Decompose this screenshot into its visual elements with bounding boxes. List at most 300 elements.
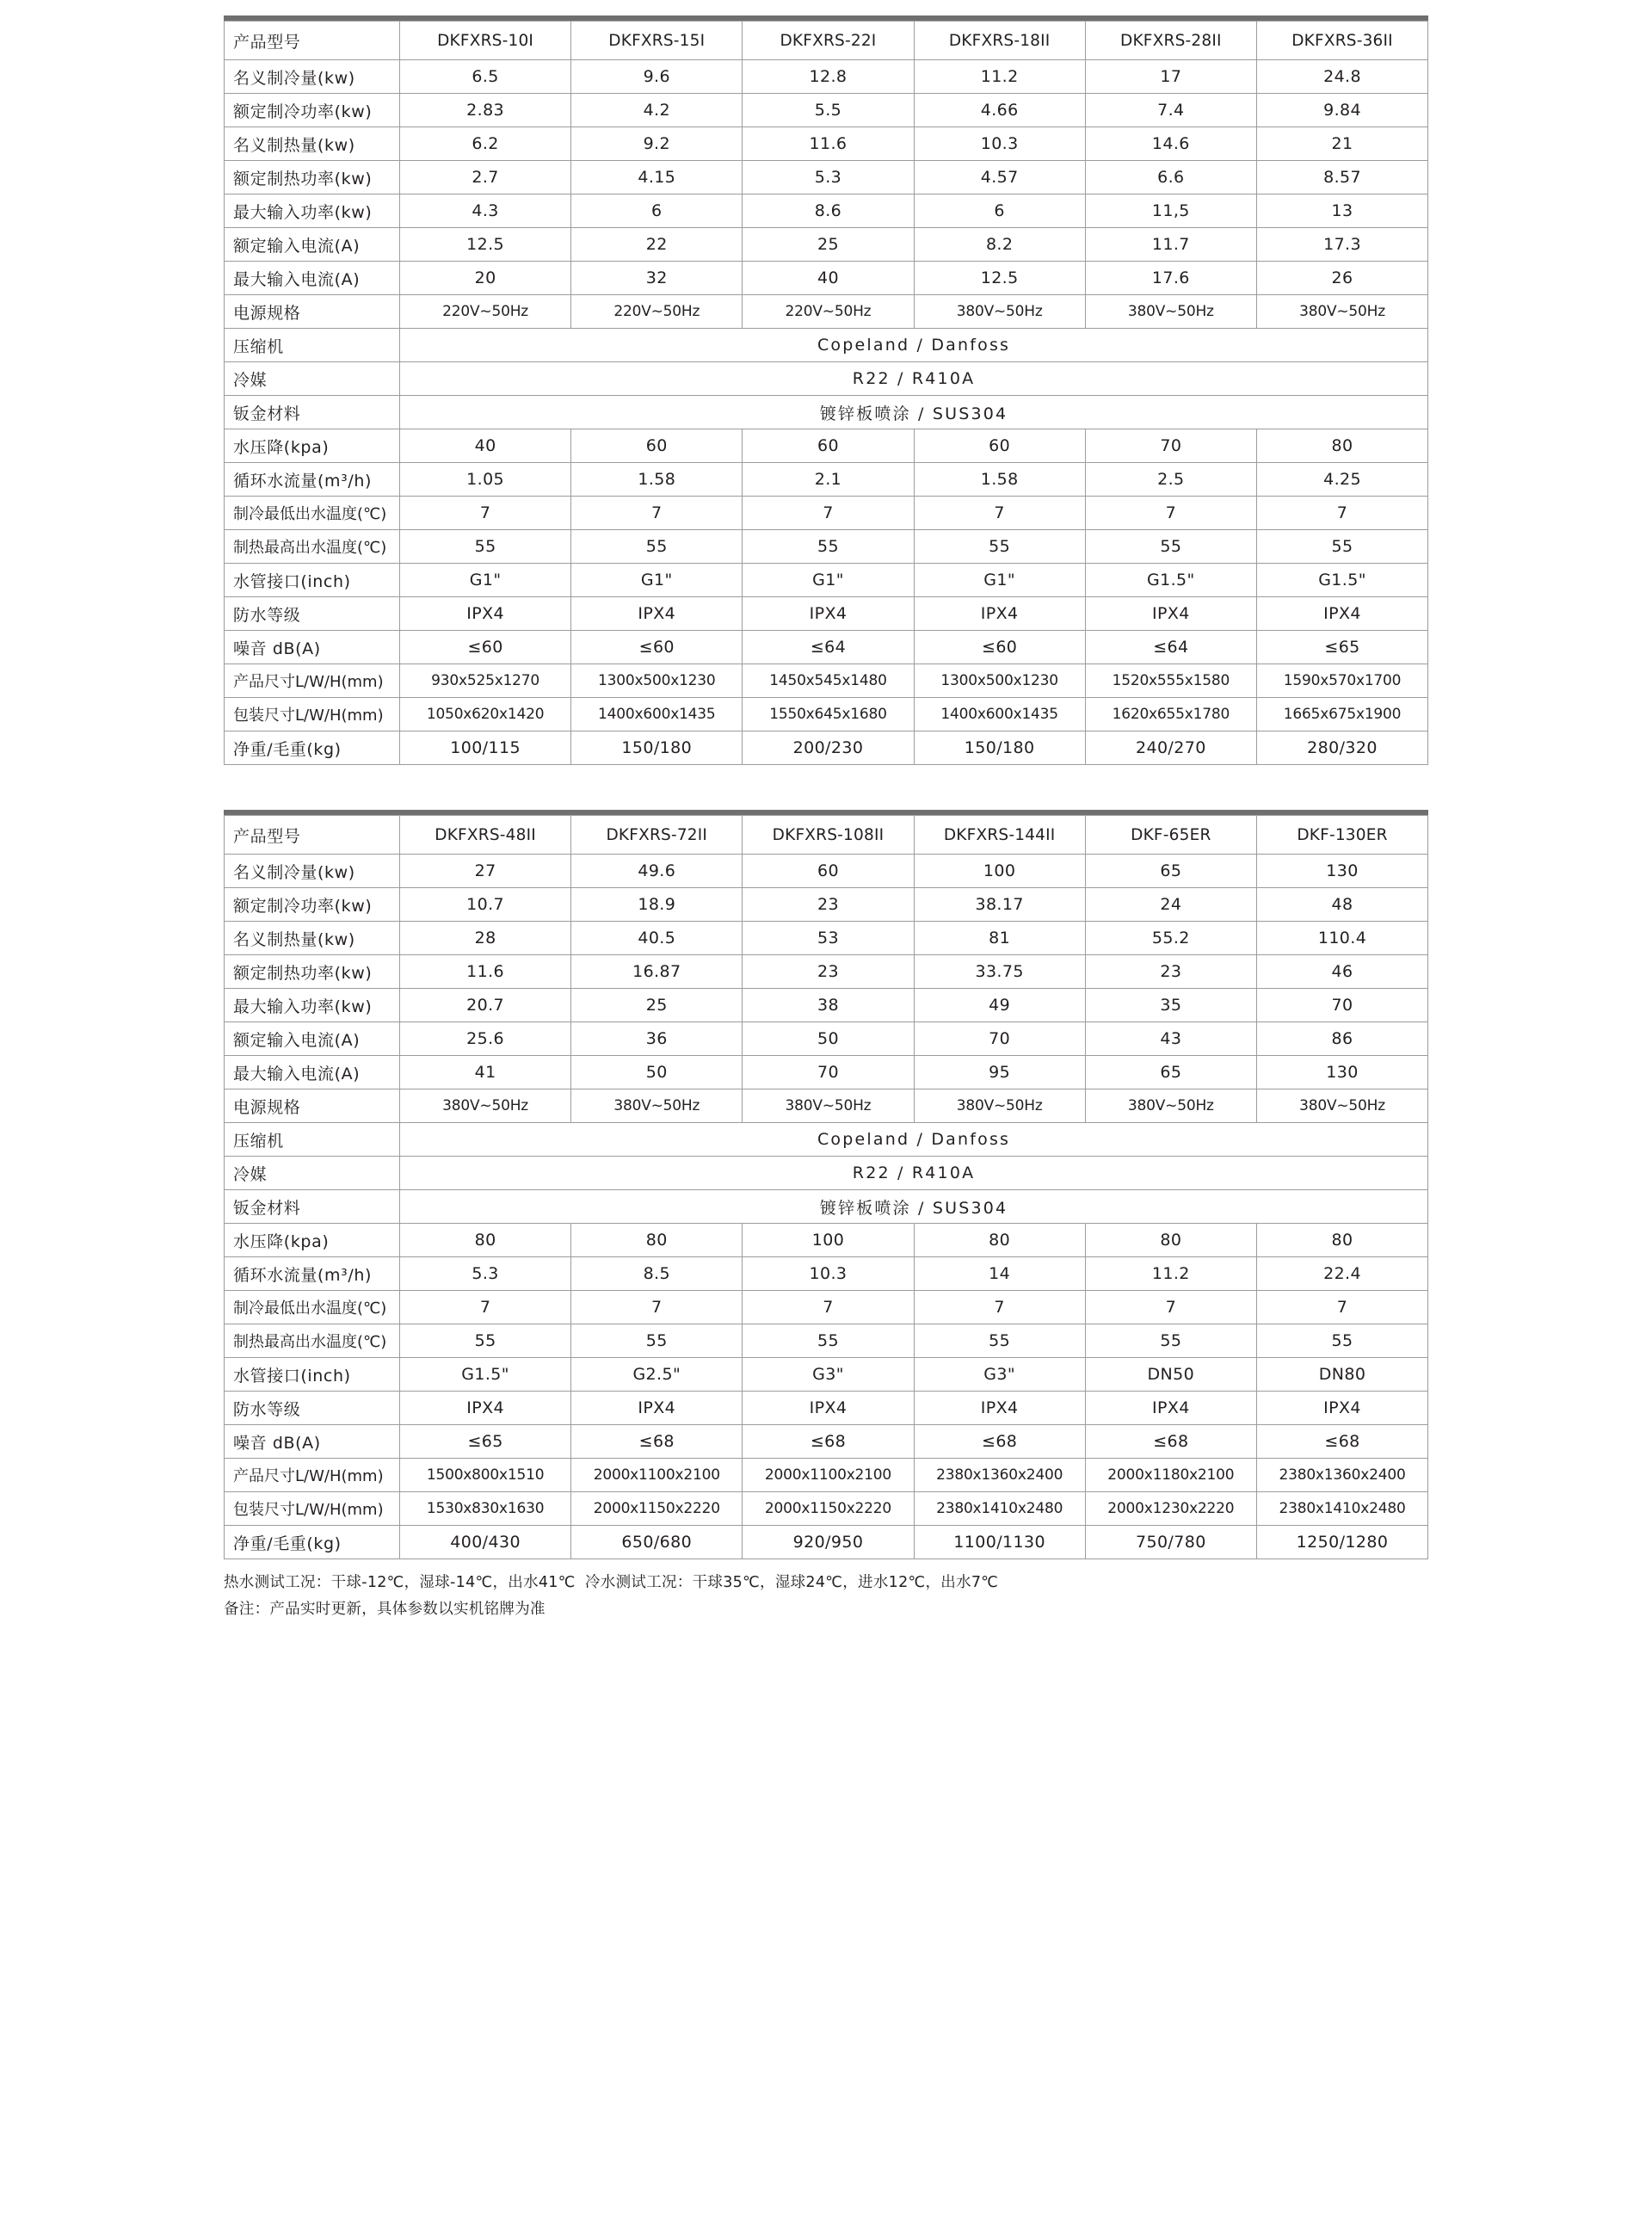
model-header: DKFXRS-15I xyxy=(571,22,743,60)
model-header: DKFXRS-72II xyxy=(571,816,743,855)
cell: 7 xyxy=(1085,497,1256,530)
cell: 60 xyxy=(914,429,1085,463)
cell: 380V~50Hz xyxy=(914,295,1085,329)
table-row xyxy=(225,1324,1428,1358)
row-label: 名义制冷量(kw) xyxy=(225,855,400,888)
cell: 55 xyxy=(1256,530,1427,564)
model-header: DKFXRS-108II xyxy=(743,816,914,855)
cell: 4.57 xyxy=(914,161,1085,194)
cell: 920/950 xyxy=(743,1526,914,1559)
cell: 23 xyxy=(743,888,914,922)
cell: 100 xyxy=(743,1224,914,1257)
cell: 41 xyxy=(400,1056,571,1089)
model-header: DKFXRS-22I xyxy=(743,22,914,60)
table-row xyxy=(225,329,1428,362)
cell: 22 xyxy=(571,228,743,262)
cell: G1" xyxy=(743,564,914,597)
cell: ≤68 xyxy=(1256,1425,1427,1459)
cell: 380V~50Hz xyxy=(1085,295,1256,329)
cell: 400/430 xyxy=(400,1526,571,1559)
cell: 80 xyxy=(400,1224,571,1257)
table-row xyxy=(225,1392,1428,1425)
cell: 130 xyxy=(1256,855,1427,888)
cell: IPX4 xyxy=(1085,1392,1256,1425)
cell: 27 xyxy=(400,855,571,888)
cell: 12.5 xyxy=(400,228,571,262)
cell: 70 xyxy=(743,1056,914,1089)
cell: 380V~50Hz xyxy=(571,1089,743,1123)
row-label: 包装尺寸L/W/H(mm) xyxy=(225,1492,400,1526)
cell: IPX4 xyxy=(914,1392,1085,1425)
row-label: 额定输入电流(A) xyxy=(225,228,400,262)
cell: 80 xyxy=(571,1224,743,1257)
cell: DN50 xyxy=(1085,1358,1256,1392)
cell: 1400x600x1435 xyxy=(571,698,743,731)
cell: 14.6 xyxy=(1085,127,1256,161)
cell: IPX4 xyxy=(1085,597,1256,631)
cell: IPX4 xyxy=(400,597,571,631)
cell: 22.4 xyxy=(1256,1257,1427,1291)
row-label: 制冷最低出水温度(℃) xyxy=(225,497,400,530)
table-row xyxy=(225,1123,1428,1157)
cell: 49.6 xyxy=(571,855,743,888)
cell: 55 xyxy=(400,530,571,564)
cell-compressor: Copeland / Danfoss xyxy=(400,329,1428,362)
table-row xyxy=(225,1526,1428,1559)
cell: 11.2 xyxy=(914,60,1085,94)
cell: 2380x1360x2400 xyxy=(914,1459,1085,1492)
cell: 5.3 xyxy=(400,1257,571,1291)
cell: 55 xyxy=(743,530,914,564)
spec-block-2 xyxy=(224,765,1428,1559)
cell: 150/180 xyxy=(914,731,1085,765)
model-header: DKFXRS-36II xyxy=(1256,22,1427,60)
cell: 20 xyxy=(400,262,571,295)
row-label: 最大输入电流(A) xyxy=(225,262,400,295)
cell: 750/780 xyxy=(1085,1526,1256,1559)
cell: 10.7 xyxy=(400,888,571,922)
cell: 380V~50Hz xyxy=(1085,1089,1256,1123)
table-row xyxy=(225,855,1428,888)
table-row xyxy=(225,664,1428,698)
cell: DN80 xyxy=(1256,1358,1427,1392)
cell: 25 xyxy=(743,228,914,262)
cell: 650/680 xyxy=(571,1526,743,1559)
row-label: 制冷最低出水温度(℃) xyxy=(225,1291,400,1324)
footnote-test-conditions xyxy=(224,1570,1428,1596)
cell: 110.4 xyxy=(1256,922,1427,955)
cell: 23 xyxy=(1085,955,1256,989)
row-label: 产品尺寸L/W/H(mm) xyxy=(225,664,400,698)
table-row xyxy=(225,194,1428,228)
row-label: 制热最高出水温度(℃) xyxy=(225,1324,400,1358)
cell: ≤68 xyxy=(914,1425,1085,1459)
table-row xyxy=(225,631,1428,664)
cell: 2000x1180x2100 xyxy=(1085,1459,1256,1492)
cell: 80 xyxy=(914,1224,1085,1257)
cell: ≤64 xyxy=(743,631,914,664)
cell: 10.3 xyxy=(914,127,1085,161)
cell: 2000x1100x2100 xyxy=(571,1459,743,1492)
cell: 35 xyxy=(1085,989,1256,1022)
cell: 280/320 xyxy=(1256,731,1427,765)
model-header: DKF-130ER xyxy=(1256,816,1427,855)
row-label: 包装尺寸L/W/H(mm) xyxy=(225,698,400,731)
cell: 33.75 xyxy=(914,955,1085,989)
footnote-cold-water: 冷水测试工况：干球35℃，湿球24℃，进水12℃，出水7℃ xyxy=(585,1574,999,1591)
cell: 24 xyxy=(1085,888,1256,922)
cell: 55 xyxy=(743,1324,914,1358)
cell: 2.7 xyxy=(400,161,571,194)
cell: 80 xyxy=(1085,1224,1256,1257)
cell: 24.8 xyxy=(1256,60,1427,94)
row-label: 产品尺寸L/W/H(mm) xyxy=(225,1459,400,1492)
cell: 20.7 xyxy=(400,989,571,1022)
cell: 43 xyxy=(1085,1022,1256,1056)
cell-refrigerant: R22 / R410A xyxy=(400,362,1428,396)
row-label: 压缩机 xyxy=(225,329,400,362)
cell: 55 xyxy=(914,530,1085,564)
cell: 55 xyxy=(571,1324,743,1358)
cell: IPX4 xyxy=(914,597,1085,631)
table-row xyxy=(225,228,1428,262)
cell: ≤60 xyxy=(571,631,743,664)
cell: 5.3 xyxy=(743,161,914,194)
cell: 14 xyxy=(914,1257,1085,1291)
cell: 1.05 xyxy=(400,463,571,497)
cell: 7 xyxy=(1256,497,1427,530)
cell: 50 xyxy=(743,1022,914,1056)
cell: 2380x1360x2400 xyxy=(1256,1459,1427,1492)
cell: 8.57 xyxy=(1256,161,1427,194)
cell: 50 xyxy=(571,1056,743,1089)
cell: G1" xyxy=(400,564,571,597)
row-label: 净重/毛重(kg) xyxy=(225,731,400,765)
table-row xyxy=(225,362,1428,396)
cell: 7 xyxy=(571,497,743,530)
cell: 220V~50Hz xyxy=(743,295,914,329)
cell: 1400x600x1435 xyxy=(914,698,1085,731)
row-label: 额定制冷功率(kw) xyxy=(225,888,400,922)
cell: 1300x500x1230 xyxy=(914,664,1085,698)
cell: 95 xyxy=(914,1056,1085,1089)
cell: 55.2 xyxy=(1085,922,1256,955)
table-row xyxy=(225,530,1428,564)
cell: 380V~50Hz xyxy=(400,1089,571,1123)
cell: ≤60 xyxy=(914,631,1085,664)
cell: 7 xyxy=(400,1291,571,1324)
cell: 220V~50Hz xyxy=(400,295,571,329)
cell: 2000x1150x2220 xyxy=(571,1492,743,1526)
footnote-hot-water: 热水测试工况：干球-12℃，湿球-14℃，出水41℃ xyxy=(224,1574,576,1591)
cell: 40.5 xyxy=(571,922,743,955)
cell-refrigerant: R22 / R410A xyxy=(400,1157,1428,1190)
cell: 46 xyxy=(1256,955,1427,989)
cell: 60 xyxy=(743,429,914,463)
table-row xyxy=(225,731,1428,765)
table-row xyxy=(225,1224,1428,1257)
model-header: DKF-65ER xyxy=(1085,816,1256,855)
table-row xyxy=(225,262,1428,295)
cell: 6.2 xyxy=(400,127,571,161)
cell: 9.6 xyxy=(571,60,743,94)
footnotes xyxy=(224,1559,1428,1622)
cell: 26 xyxy=(1256,262,1427,295)
cell: 100 xyxy=(914,855,1085,888)
cell: 2000x1150x2220 xyxy=(743,1492,914,1526)
cell: 2380x1410x2480 xyxy=(1256,1492,1427,1526)
row-label: 制热最高出水温度(℃) xyxy=(225,530,400,564)
row-label: 产品型号 xyxy=(225,22,400,60)
table-row xyxy=(225,1022,1428,1056)
cell: G1.5" xyxy=(400,1358,571,1392)
table-row xyxy=(225,127,1428,161)
row-label: 产品型号 xyxy=(225,816,400,855)
cell: 7 xyxy=(1256,1291,1427,1324)
cell: 81 xyxy=(914,922,1085,955)
cell: 65 xyxy=(1085,1056,1256,1089)
cell: 2000x1100x2100 xyxy=(743,1459,914,1492)
cell: 38 xyxy=(743,989,914,1022)
row-label: 循环水流量(m³/h) xyxy=(225,1257,400,1291)
cell: 1620x655x1780 xyxy=(1085,698,1256,731)
row-label: 净重/毛重(kg) xyxy=(225,1526,400,1559)
spec-block-1 xyxy=(224,0,1428,765)
cell: G2.5" xyxy=(571,1358,743,1392)
row-label: 额定制热功率(kw) xyxy=(225,161,400,194)
cell: 1590x570x1700 xyxy=(1256,664,1427,698)
cell: 55 xyxy=(914,1324,1085,1358)
table-row xyxy=(225,955,1428,989)
spec-table-1 xyxy=(224,21,1428,765)
row-label: 水管接口(inch) xyxy=(225,1358,400,1392)
cell: 4.2 xyxy=(571,94,743,127)
cell: 2380x1410x2480 xyxy=(914,1492,1085,1526)
cell: 1530x830x1630 xyxy=(400,1492,571,1526)
cell: 17 xyxy=(1085,60,1256,94)
cell: 6 xyxy=(571,194,743,228)
table-row xyxy=(225,429,1428,463)
row-label: 最大输入电流(A) xyxy=(225,1056,400,1089)
cell: 6 xyxy=(914,194,1085,228)
cell: 70 xyxy=(914,1022,1085,1056)
row-label: 电源规格 xyxy=(225,1089,400,1123)
cell: 38.17 xyxy=(914,888,1085,922)
cell: 11,5 xyxy=(1085,194,1256,228)
cell: G1" xyxy=(571,564,743,597)
cell: 4.15 xyxy=(571,161,743,194)
cell: 86 xyxy=(1256,1022,1427,1056)
cell: IPX4 xyxy=(1256,1392,1427,1425)
cell: 7 xyxy=(743,497,914,530)
cell: ≤68 xyxy=(571,1425,743,1459)
cell: 1100/1130 xyxy=(914,1526,1085,1559)
cell: ≤68 xyxy=(1085,1425,1256,1459)
cell: 70 xyxy=(1256,989,1427,1022)
table-row xyxy=(225,22,1428,60)
table-row xyxy=(225,888,1428,922)
cell: 1300x500x1230 xyxy=(571,664,743,698)
cell-compressor: Copeland / Danfoss xyxy=(400,1123,1428,1157)
cell: ≤65 xyxy=(400,1425,571,1459)
cell: 4.25 xyxy=(1256,463,1427,497)
row-label: 电源规格 xyxy=(225,295,400,329)
row-label: 冷媒 xyxy=(225,362,400,396)
table-row xyxy=(225,161,1428,194)
table-row xyxy=(225,698,1428,731)
row-label: 水管接口(inch) xyxy=(225,564,400,597)
cell: 1550x645x1680 xyxy=(743,698,914,731)
cell: 80 xyxy=(1256,1224,1427,1257)
table-row xyxy=(225,1291,1428,1324)
cell: 70 xyxy=(1085,429,1256,463)
cell: 2.1 xyxy=(743,463,914,497)
footnote-remark: 备注：产品实时更新，具体参数以实机铭牌为准 xyxy=(224,1600,546,1618)
cell: 6.6 xyxy=(1085,161,1256,194)
cell: 60 xyxy=(571,429,743,463)
cell: ≤60 xyxy=(400,631,571,664)
cell: 7 xyxy=(914,1291,1085,1324)
cell: 7 xyxy=(743,1291,914,1324)
row-label: 额定制热功率(kw) xyxy=(225,955,400,989)
row-label: 噪音 dB(A) xyxy=(225,1425,400,1459)
cell: 1500x800x1510 xyxy=(400,1459,571,1492)
cell: 7 xyxy=(400,497,571,530)
spec-table-2 xyxy=(224,815,1428,1559)
cell: 13 xyxy=(1256,194,1427,228)
table-row xyxy=(225,1190,1428,1224)
model-header: DKFXRS-18II xyxy=(914,22,1085,60)
cell: 7 xyxy=(914,497,1085,530)
cell: 16.87 xyxy=(571,955,743,989)
cell: 18.9 xyxy=(571,888,743,922)
cell: 380V~50Hz xyxy=(1256,1089,1427,1123)
row-label: 名义制冷量(kw) xyxy=(225,60,400,94)
cell: 17.6 xyxy=(1085,262,1256,295)
cell: 380V~50Hz xyxy=(743,1089,914,1123)
cell: 36 xyxy=(571,1022,743,1056)
cell: G3" xyxy=(743,1358,914,1392)
cell: IPX4 xyxy=(1256,597,1427,631)
cell: 49 xyxy=(914,989,1085,1022)
table-row xyxy=(225,497,1428,530)
cell: 28 xyxy=(400,922,571,955)
cell: G1" xyxy=(914,564,1085,597)
cell: 930x525x1270 xyxy=(400,664,571,698)
cell: 53 xyxy=(743,922,914,955)
table-row xyxy=(225,1089,1428,1123)
cell: 10.3 xyxy=(743,1257,914,1291)
table-row xyxy=(225,1358,1428,1392)
cell: 65 xyxy=(1085,855,1256,888)
cell: G3" xyxy=(914,1358,1085,1392)
row-label: 冷媒 xyxy=(225,1157,400,1190)
cell: 55 xyxy=(400,1324,571,1358)
row-label: 名义制热量(kw) xyxy=(225,922,400,955)
cell: 7.4 xyxy=(1085,94,1256,127)
cell-sheet-metal: 镀锌板喷涂 / SUS304 xyxy=(400,1190,1428,1224)
model-header: DKFXRS-10I xyxy=(400,22,571,60)
cell: 2000x1230x2220 xyxy=(1085,1492,1256,1526)
cell: 2.5 xyxy=(1085,463,1256,497)
cell: 8.5 xyxy=(571,1257,743,1291)
cell: 380V~50Hz xyxy=(914,1089,1085,1123)
table-row xyxy=(225,922,1428,955)
cell: 1.58 xyxy=(571,463,743,497)
row-label: 额定制冷功率(kw) xyxy=(225,94,400,127)
cell: IPX4 xyxy=(400,1392,571,1425)
cell: 4.66 xyxy=(914,94,1085,127)
table-row xyxy=(225,94,1428,127)
cell: 60 xyxy=(743,855,914,888)
row-label: 噪音 dB(A) xyxy=(225,631,400,664)
cell: ≤65 xyxy=(1256,631,1427,664)
cell: 40 xyxy=(400,429,571,463)
row-label: 最大输入功率(kw) xyxy=(225,989,400,1022)
cell: 80 xyxy=(1256,429,1427,463)
cell: 2.83 xyxy=(400,94,571,127)
cell: 200/230 xyxy=(743,731,914,765)
row-label: 额定输入电流(A) xyxy=(225,1022,400,1056)
row-label: 最大输入功率(kw) xyxy=(225,194,400,228)
cell: 21 xyxy=(1256,127,1427,161)
cell: 7 xyxy=(1085,1291,1256,1324)
table-row xyxy=(225,1257,1428,1291)
table-row xyxy=(225,1492,1428,1526)
row-label: 水压降(kpa) xyxy=(225,429,400,463)
cell: 220V~50Hz xyxy=(571,295,743,329)
cell: 1665x675x1900 xyxy=(1256,698,1427,731)
cell: 1520x555x1580 xyxy=(1085,664,1256,698)
table-row xyxy=(225,1157,1428,1190)
table-row xyxy=(225,1056,1428,1089)
cell: 100/115 xyxy=(400,731,571,765)
cell: 55 xyxy=(1085,1324,1256,1358)
cell: 55 xyxy=(1085,530,1256,564)
table-row xyxy=(225,1425,1428,1459)
cell: 25 xyxy=(571,989,743,1022)
cell: IPX4 xyxy=(571,597,743,631)
cell: 17.3 xyxy=(1256,228,1427,262)
cell: 1250/1280 xyxy=(1256,1526,1427,1559)
cell: 11.7 xyxy=(1085,228,1256,262)
cell: G1.5" xyxy=(1085,564,1256,597)
table-row xyxy=(225,463,1428,497)
model-header: DKFXRS-48II xyxy=(400,816,571,855)
row-label: 压缩机 xyxy=(225,1123,400,1157)
cell: 5.5 xyxy=(743,94,914,127)
cell: 6.5 xyxy=(400,60,571,94)
cell: 4.3 xyxy=(400,194,571,228)
cell: 11.6 xyxy=(743,127,914,161)
cell: 55 xyxy=(1256,1324,1427,1358)
cell: ≤64 xyxy=(1085,631,1256,664)
cell: 55 xyxy=(571,530,743,564)
cell: ≤68 xyxy=(743,1425,914,1459)
cell: 9.2 xyxy=(571,127,743,161)
cell: 11.6 xyxy=(400,955,571,989)
table-row xyxy=(225,396,1428,429)
cell: 23 xyxy=(743,955,914,989)
cell: 150/180 xyxy=(571,731,743,765)
model-header: DKFXRS-144II xyxy=(914,816,1085,855)
table-row xyxy=(225,295,1428,329)
table-row xyxy=(225,597,1428,631)
cell: 1.58 xyxy=(914,463,1085,497)
cell: IPX4 xyxy=(743,597,914,631)
model-header: DKFXRS-28II xyxy=(1085,22,1256,60)
cell: 12.8 xyxy=(743,60,914,94)
